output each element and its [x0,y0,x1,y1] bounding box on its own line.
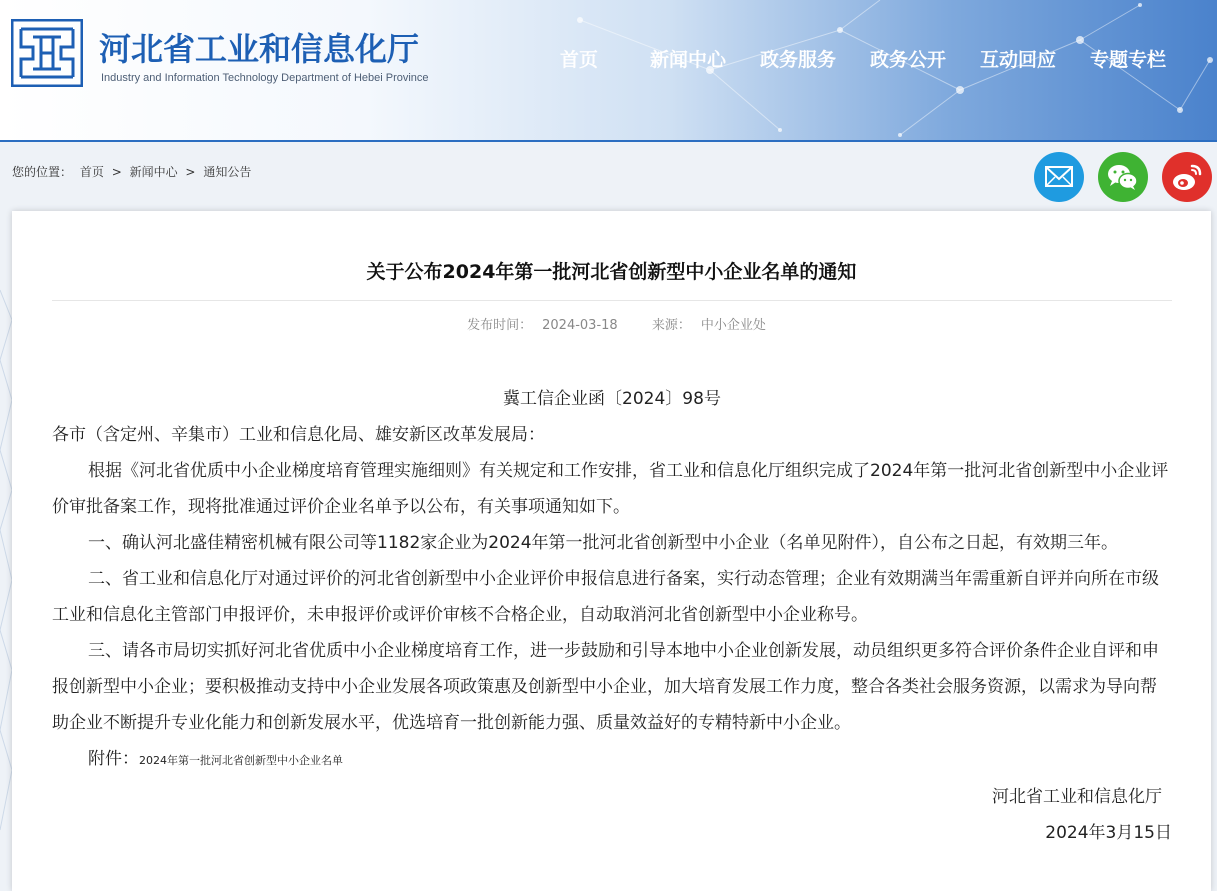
breadcrumb-separator: > [111,165,122,179]
attachment-label: 附件： [88,749,139,769]
paragraph: 根据《河北省优质中小企业梯度培育管理实施细则》有关规定和工作安排，省工业和信息化厅组织完成了2024年第一批河北省创新型中小企业评价审批备案工作，现将批准通过评价企业名单予以公布，有关事项通知如下。 [52,461,1169,517]
paragraph: 一、确认河北盛佳精密机械有限公司等1182家企业为2024年第一批河北省创新型中小企业（名单见附件），自公布之日起，有效期三年。 [88,533,1119,553]
article-title: 关于公布2024年第一批河北省创新型中小企业名单的通知 [366,261,857,283]
attachment-link[interactable]: 2024年第一批河北省创新型中小企业名单 [139,754,343,767]
weibo-icon [1162,152,1212,202]
breadcrumb-separator: > [185,165,196,179]
site-subtitle: Industry and Information Technology Department of Hebei Province [101,72,429,84]
share-weibo-button[interactable] [1162,152,1212,202]
attachment-line [52,741,1172,779]
nav-special-topics[interactable]: 专题专栏 [1090,49,1167,71]
header-divider [0,140,1217,142]
nav-news-center[interactable]: 新闻中心 [650,49,727,71]
addressee: 各市（含定州、辛集市）工业和信息化局、雄安新区改革发展局： [52,425,545,445]
nav-interaction[interactable]: 互动回应 [980,49,1057,71]
breadcrumb-label: 您的位置： [12,165,73,179]
article-card [12,211,1211,891]
nav-home[interactable]: 首页 [560,49,599,71]
share-wechat-button[interactable] [1098,152,1148,202]
signature: 河北省工业和信息化厅 [992,787,1162,807]
breadcrumb-notices[interactable]: 通知公告 [203,165,252,179]
source-value: 中小企业处 [700,318,766,333]
publish-label: 发布时间： [467,318,533,333]
wechat-icon [1098,152,1148,202]
paragraph: 三、请各市局切实抓好河北省优质中小企业梯度培育工作，进一步鼓励和引导本地中小企业创新发展，动员组织更多符合评价条件企业自评和申报创新型中小企业；要积极推动支持中小企业发展各项政策惠及创新型中小企业，加大培育发展工作力度，整合各类社会服务资源，以需求为导向帮助企业不断提升专业化能力和创新发展水平，优选培育一批创新能力强、质量效益好的专精特新中小企业。 [52,641,1159,733]
article-meta [12,314,1211,333]
site-header [0,0,1217,140]
sign-date: 2024年3月15日 [1045,823,1172,843]
publish-date: 2024-03-18 [542,318,618,333]
breadcrumb-home[interactable]: 首页 [79,165,104,179]
breadcrumb-news-center[interactable]: 新闻中心 [129,165,178,179]
title-divider [52,300,1172,301]
document-number: 冀工信企业函〔2024〕98号 [503,389,721,409]
main-nav [0,45,1217,75]
site-title: 河北省工业和信息化厅 [99,30,420,68]
article-body [52,381,1172,851]
nav-government-affairs[interactable]: 政务公开 [870,49,947,71]
share-mail-button[interactable] [1034,152,1084,202]
background-pattern [0,230,12,875]
source-label: 来源： [651,318,691,333]
paragraph: 二、省工业和信息化厅对通过评价的河北省创新型中小企业评价申报信息进行备案，实行动态管理；企业有效期满当年需重新自评并向所在市级工业和信息化主管部门申报评价，未申报评价或评价审核不合格企业，自动取消河北省创新型中小企业称号。 [52,569,1159,625]
mail-icon [1034,152,1084,202]
nav-government-services[interactable]: 政务服务 [760,49,837,71]
breadcrumb [12,163,255,180]
